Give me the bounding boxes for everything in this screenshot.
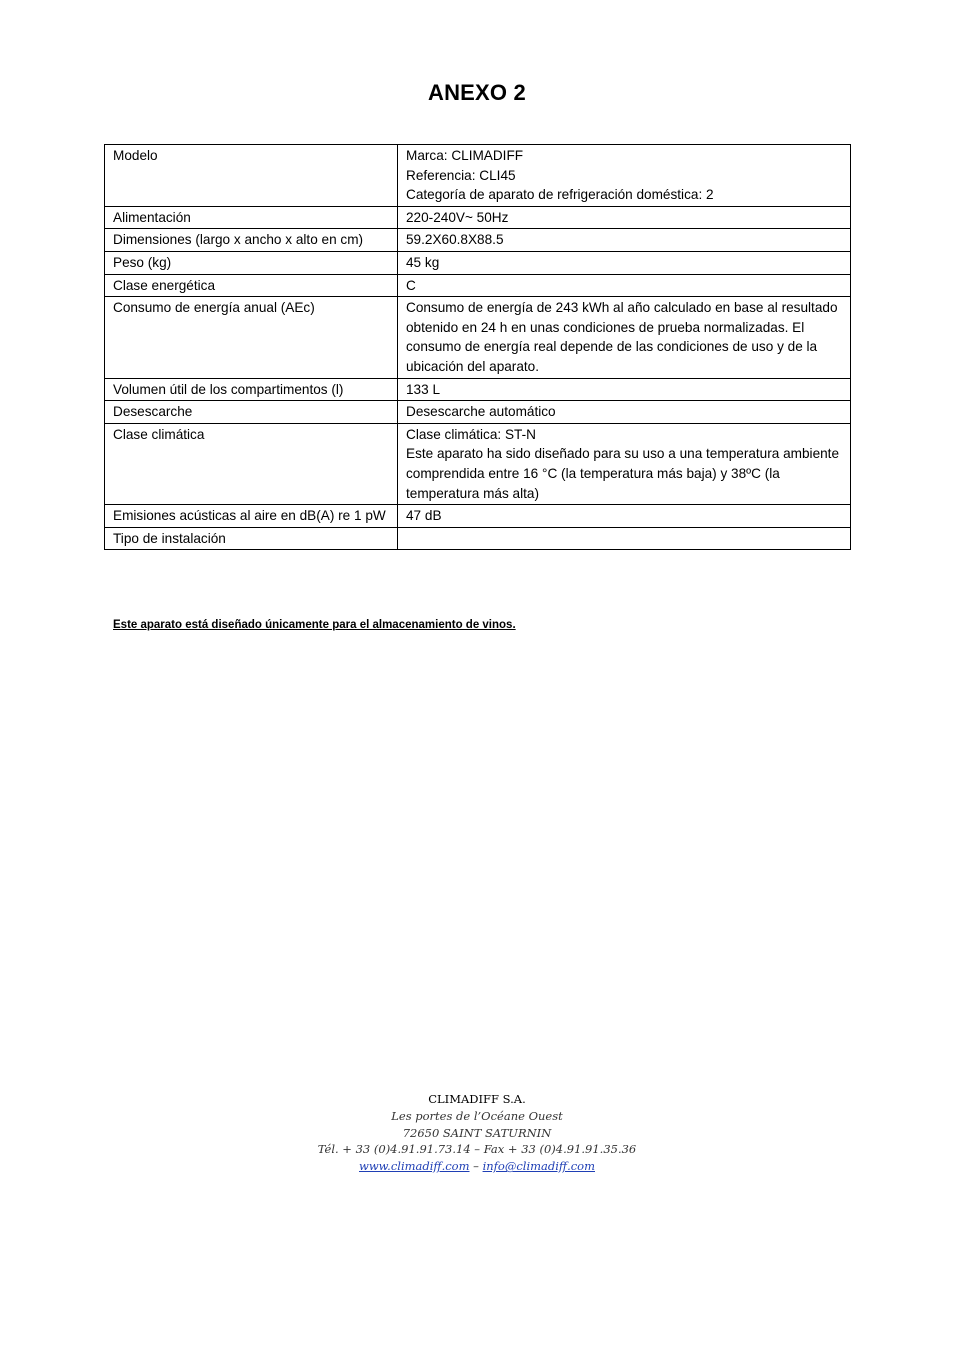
value-line: Clase climática: ST-N <box>406 426 536 442</box>
table-row <box>105 378 851 401</box>
row-label: Desescarche <box>105 401 398 424</box>
wine-storage-notice: Este aparato está diseñado únicamente para el almacenamiento de vinos. <box>113 619 516 631</box>
row-label: Consumo de energía anual (AEc) <box>105 297 398 378</box>
row-value <box>398 423 851 504</box>
contact-links <box>0 1158 954 1175</box>
value-line: Categoría de aparato de refrigeración doméstica: 2 <box>406 187 714 203</box>
row-label: Clase climática <box>105 423 398 504</box>
row-value: Desescarche automático <box>398 401 851 424</box>
row-value: 47 dB <box>398 505 851 528</box>
table-row <box>105 145 851 207</box>
row-value <box>398 527 851 550</box>
table-row <box>105 401 851 424</box>
table-row <box>105 274 851 297</box>
spec-table <box>104 144 851 550</box>
row-value <box>398 145 851 207</box>
table-row <box>105 527 851 550</box>
phone-fax: Tél. + 33 (0)4.91.91.73.14 – Fax + 33 (0)4.91.91.35.36 <box>317 1142 637 1157</box>
company-footer <box>0 1091 954 1175</box>
row-value: 220-240V~ 50Hz <box>398 206 851 229</box>
company-name: CLIMADIFF S.A. <box>428 1092 526 1106</box>
table-row <box>105 505 851 528</box>
table-row <box>105 229 851 252</box>
row-label: Modelo <box>105 145 398 207</box>
row-label: Volumen útil de los compartimentos (l) <box>105 378 398 401</box>
value-line: Marca: CLIMADIFF <box>406 148 524 163</box>
row-label: Clase energética <box>105 274 398 297</box>
table-row <box>105 297 851 378</box>
link-separator: – <box>473 1159 479 1174</box>
row-value: 45 kg <box>398 251 851 274</box>
row-value: 133 L <box>398 378 851 401</box>
row-label: Alimentación <box>105 206 398 229</box>
row-label: Dimensiones (largo x ancho x alto en cm) <box>105 229 398 252</box>
website-link[interactable]: www.climadiff.com <box>359 1159 470 1174</box>
table-row <box>105 251 851 274</box>
address-line-1: Les portes de l’Océane Ouest <box>391 1108 563 1123</box>
value-line: Referencia: CLI45 <box>406 167 516 183</box>
email-link[interactable]: info@climadiff.com <box>482 1159 595 1174</box>
row-label: Tipo de instalación <box>105 527 398 550</box>
row-value: Consumo de energía de 243 kWh al año calculado en base al resultado obtenido en 24 h en unas condiciones de prueba normalizadas. El consumo de energía real depende de las condiciones de uso y de la ubicación del aparato. <box>398 297 851 378</box>
row-value: C <box>398 274 851 297</box>
value-line: Este aparato ha sido diseñado para su uso a una temperatura ambiente comprendida entre 16 °C (la temperatura más baja) y 38ºC (la temperatura más alta) <box>406 446 840 501</box>
row-label: Emisiones acústicas al aire en dB(A) re 1 pW <box>105 505 398 528</box>
table-row <box>105 423 851 504</box>
row-value: 59.2X60.8X88.5 <box>398 229 851 252</box>
row-label: Peso (kg) <box>105 251 398 274</box>
address-line-2: 72650 SAINT SATURNIN <box>402 1125 552 1140</box>
table-row <box>105 206 851 229</box>
page-title: ANEXO 2 <box>428 80 526 105</box>
